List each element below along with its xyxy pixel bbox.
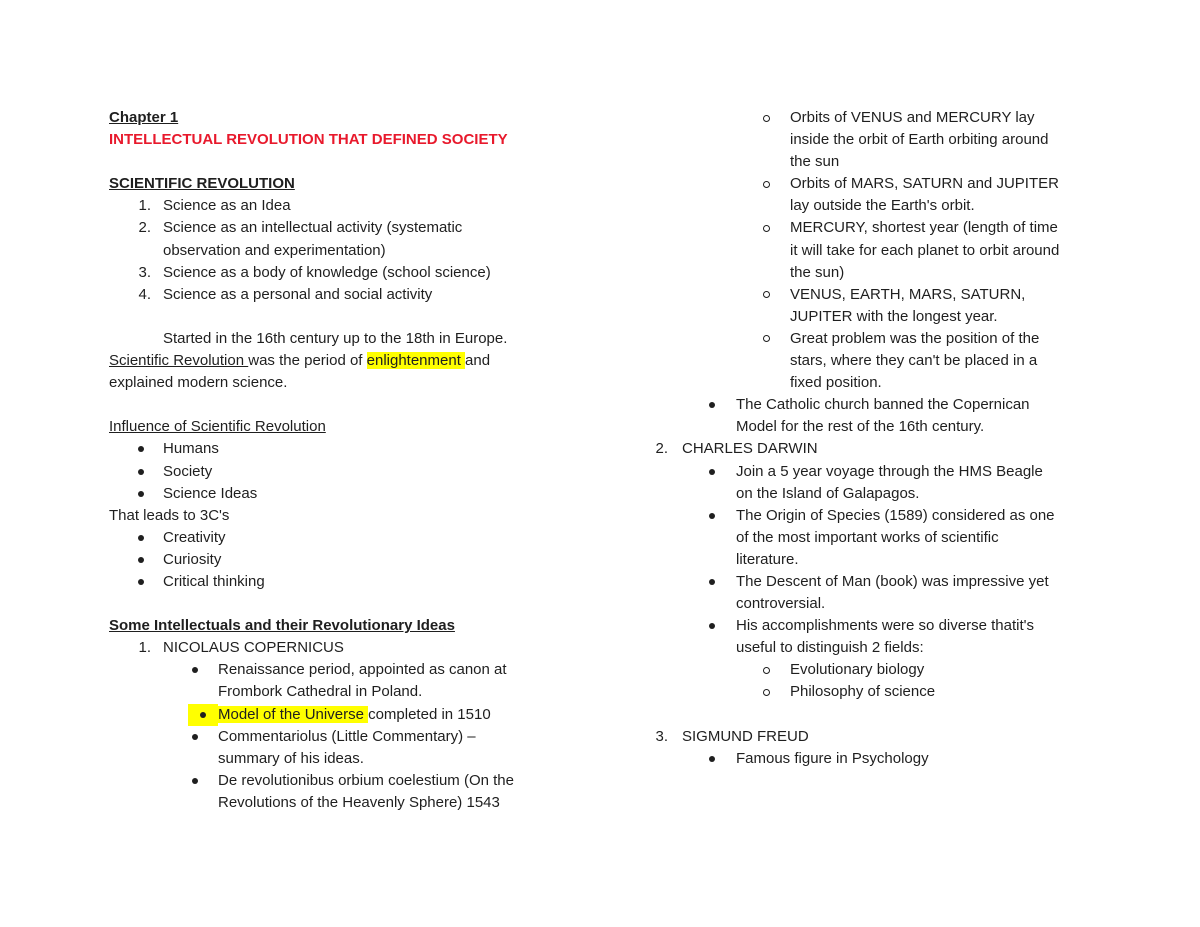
list-item: Evolutionary biology bbox=[653, 659, 1123, 681]
bullet-icon bbox=[709, 756, 715, 762]
hollow-bullet-icon bbox=[763, 291, 770, 298]
bullet-icon bbox=[709, 469, 715, 475]
hollow-bullet-icon bbox=[763, 225, 770, 232]
bullet-icon bbox=[138, 579, 144, 585]
bullet-icon bbox=[709, 513, 715, 519]
bullet-icon bbox=[138, 535, 144, 541]
list-item: Society bbox=[109, 461, 569, 483]
sr-paragraph: Scientific Revolution was the period of enlightenment and bbox=[109, 352, 491, 370]
list-item: VENUS, EARTH, MARS, SATURN, bbox=[653, 284, 1123, 306]
list-item: Humans bbox=[109, 438, 569, 460]
list-item: The Origin of Species (1589) considered as one bbox=[653, 505, 1123, 527]
list-item: 3. Science as a body of knowledge (school science) bbox=[138, 263, 491, 281]
hollow-bullet-icon bbox=[763, 667, 770, 674]
highlight-enlightenment: enlightenment bbox=[366, 352, 466, 370]
list-item: De revolutionibus orbium coelestium (On the bbox=[109, 770, 569, 792]
list-item: Join a 5 year voyage through the HMS Beagle bbox=[653, 461, 1123, 483]
influence-heading: Influence of Scientific Revolution bbox=[109, 418, 326, 436]
list-item: MERCURY, shortest year (length of time bbox=[653, 217, 1123, 239]
bullet-icon bbox=[709, 623, 715, 629]
list-item: Creativity bbox=[109, 527, 569, 549]
list-item: 1. NICOLAUS COPERNICUS bbox=[138, 639, 344, 657]
list-item: 3. SIGMUND FREUD bbox=[655, 727, 809, 745]
list-item: The Catholic church banned the Copernican bbox=[653, 394, 1123, 416]
bullet-icon bbox=[192, 734, 198, 740]
bullet-icon bbox=[138, 446, 144, 452]
list-item: 2. CHARLES DARWIN bbox=[655, 440, 818, 458]
list-item: Orbits of MARS, SATURN and JUPITER bbox=[653, 173, 1123, 195]
highlight-model: Model of the Universe bbox=[218, 705, 369, 723]
hollow-bullet-icon bbox=[763, 115, 770, 122]
list-item: Critical thinking bbox=[109, 571, 569, 593]
list-item: Famous figure in Psychology bbox=[653, 748, 1123, 770]
list-item: Great problem was the position of the bbox=[653, 328, 1123, 350]
list-item: Commentariolus (Little Commentary) – bbox=[109, 726, 569, 748]
list-item: 4. Science as a personal and social activity bbox=[138, 285, 433, 303]
list-item: Model of the Universe completed in 1510 bbox=[109, 704, 569, 726]
bullet-icon bbox=[192, 778, 198, 784]
list-item: 2. Science as an intellectual activity (systematic bbox=[138, 219, 463, 237]
bullet-icon bbox=[709, 579, 715, 585]
list-item: His accomplishments were so diverse thatit's bbox=[653, 615, 1123, 637]
list-item: Curiosity bbox=[109, 549, 569, 571]
left-column: Chapter 1 INTELLECTUAL REVOLUTION THAT DEFINED SOCIETY SCIENTIFIC REVOLUTION 1. Science as an Idea 2. Science as an intellectual activity (systematic observation and experimentation) 3. Science as a body of knowledge (school science) 4. Science as a personal and social activity Started in the 16th century up to the 18th in Europe. Scientific Revolution was the period of enlightenment and explained modern science. Influence of Scientific Revolution Humans Society Science Ideas That leads to 3C's Creativity Curiosity Critical thinking Some Intellectuals and their Revolutionary Ideas 1. NICOLAUS COPERNICUS Renaissance period, appointed as canon at Frombork Cathedral in Poland. Model of the Universe completed in 1510 Commentariolus (Little Commentary) – summary of his ideas. De revolutionibus orbium coelestium (On the Revolutions of the Heavenly Sphere) 1543 bbox=[109, 107, 569, 814]
chapter-title: INTELLECTUAL REVOLUTION THAT DEFINED SOCIETY bbox=[109, 131, 508, 149]
list-item: Orbits of VENUS and MERCURY lay bbox=[653, 107, 1123, 129]
hollow-bullet-icon bbox=[763, 181, 770, 188]
bullet-icon bbox=[138, 557, 144, 563]
list-item: Renaissance period, appointed as canon at bbox=[109, 659, 569, 681]
bullet-icon bbox=[138, 469, 144, 475]
intellectuals-heading: Some Intellectuals and their Revolutionary Ideas bbox=[109, 617, 455, 635]
bullet-icon bbox=[200, 712, 206, 718]
right-column: Orbits of VENUS and MERCURY lay inside the orbit of Earth orbiting around the sun Orbits of MARS, SATURN and JUPITER lay outside the Earth's orbit. MERCURY, shortest year (length of time it will take for each planet to orbit around the sun) VENUS, EARTH, MARS, SATURN, JUPITER with the longest year. Great problem was the position of the stars, where they can't be placed in a fixed position. The Catholic church banned the Copernican Model for the rest of the 16th century. 2. CHARLES DARWIN Join a 5 year voyage through the HMS Beagle on the Island of Galapagos. The Origin of Species (1589) considered as one of the most important works of scientific literature. The Descent of Man (book) was impressive yet controversial. His accomplishments were so diverse thatit's useful to distinguish 2 fields: Evolutionary biology Philosophy of science 3. SIGMUND FREUD Famous figure in Psychology bbox=[653, 107, 1123, 770]
leads-text: That leads to 3C's bbox=[109, 506, 230, 524]
list-item: Philosophy of science bbox=[653, 681, 1123, 703]
started-text: Started in the 16th century up to the 18th in Europe. bbox=[163, 329, 508, 347]
bullet-icon bbox=[709, 402, 715, 408]
hollow-bullet-icon bbox=[763, 689, 770, 696]
bullet-icon bbox=[138, 491, 144, 497]
bullet-icon bbox=[192, 667, 198, 673]
chapter-label: Chapter 1 bbox=[109, 109, 179, 126]
list-item: 1. Science as an Idea bbox=[138, 197, 291, 215]
hollow-bullet-icon bbox=[763, 335, 770, 342]
list-item: The Descent of Man (book) was impressive yet bbox=[653, 571, 1123, 593]
scientific-revolution-heading: SCIENTIFIC REVOLUTION bbox=[109, 175, 295, 193]
list-item: Science Ideas bbox=[109, 483, 569, 505]
